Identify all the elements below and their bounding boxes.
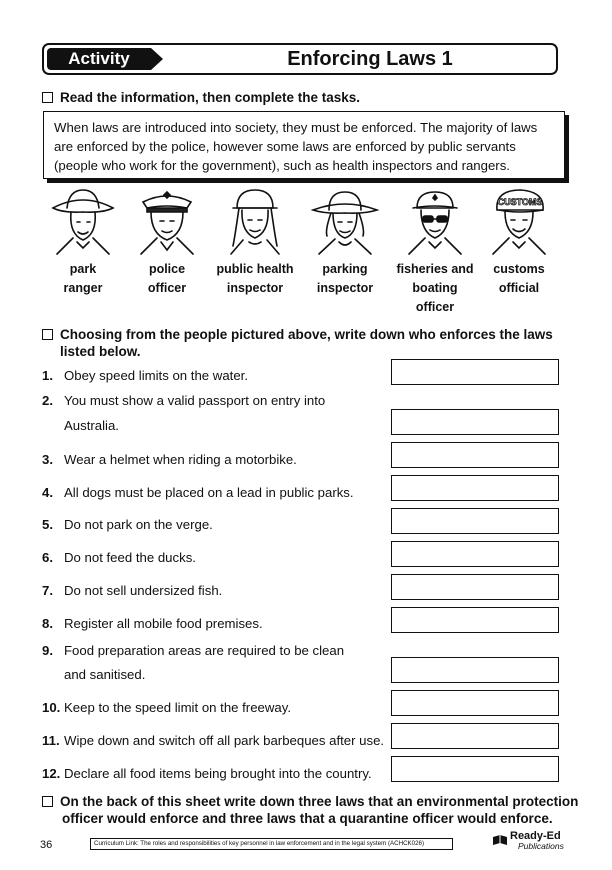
law-text: Wear a helmet when riding a motorbike.	[64, 452, 297, 467]
person-fisheries-officer	[392, 186, 478, 317]
law-text: Declare all food items being brought into the country.	[64, 766, 372, 781]
answer-box[interactable]	[391, 756, 559, 782]
task-checkbox[interactable]	[42, 92, 53, 103]
person-label: police officer	[147, 262, 187, 295]
answer-box[interactable]	[391, 690, 559, 716]
activity-header	[42, 43, 558, 75]
public-health-inspector-icon	[219, 186, 291, 256]
law-number: 1.	[42, 368, 53, 383]
law-number: 7.	[42, 583, 53, 598]
law-text: Register all mobile food premises.	[64, 616, 263, 631]
activity-tag: Activity	[47, 48, 151, 70]
law-item	[42, 765, 372, 783]
fisheries-officer-icon	[399, 186, 471, 256]
law-text: Obey speed limits on the water.	[64, 368, 248, 383]
law-number: 9.	[42, 643, 53, 658]
page-title: Enforcing Laws 1	[287, 48, 453, 70]
law-text: Do not park on the verge.	[64, 517, 213, 532]
publisher-logo	[492, 830, 564, 852]
instruction-read	[42, 89, 360, 106]
law-text: Do not feed the ducks.	[64, 550, 196, 565]
law-item	[42, 392, 325, 410]
law-text: All dogs must be placed on a lead in public parks.	[64, 485, 354, 500]
law-item	[42, 367, 248, 385]
law-number: 8.	[42, 616, 53, 631]
police-officer-icon	[131, 186, 203, 256]
law-item	[42, 451, 297, 469]
answer-box[interactable]	[391, 508, 559, 534]
answer-box[interactable]	[391, 657, 559, 683]
law-item	[42, 549, 196, 567]
parking-inspector-icon	[309, 186, 381, 256]
law-item	[42, 484, 354, 502]
law-number: 12.	[42, 766, 61, 781]
answer-box[interactable]	[391, 607, 559, 633]
person-label: parking inspector	[316, 262, 374, 295]
person-public-health-inspector	[212, 186, 298, 298]
answer-box[interactable]	[391, 475, 559, 501]
person-parking-inspector	[302, 186, 388, 298]
law-text: Keep to the speed limit on the freeway.	[64, 700, 292, 715]
instruction-choose-line1: Choosing from the people pictured above, write down who enforces the laws	[60, 327, 553, 342]
law-number: 6.	[42, 550, 53, 565]
law-number: 3.	[42, 452, 53, 467]
person-label: public health inspector	[216, 262, 294, 295]
book-icon	[492, 834, 508, 846]
task-checkbox[interactable]	[42, 796, 53, 807]
answer-box[interactable]	[391, 409, 559, 435]
instruction-back-line2: officer would enforce and three laws that a quarantine officer would enforce.	[62, 811, 553, 826]
law-item	[42, 699, 291, 717]
instruction-back	[42, 793, 578, 810]
person-police-officer	[124, 186, 210, 298]
law-text: Food preparation areas are required to be clean	[64, 643, 345, 658]
law-number: 10.	[42, 700, 61, 715]
law-text: Wipe down and switch off all park barbeques after use.	[64, 733, 385, 748]
person-label: fisheries and boating officer	[396, 262, 474, 314]
publisher-name: Ready-Ed	[510, 830, 561, 842]
answer-box[interactable]	[391, 442, 559, 468]
law-item	[42, 582, 222, 600]
law-text: You must show a valid passport on entry into	[64, 393, 326, 408]
person-park-ranger	[40, 186, 126, 298]
instruction-choose-line2: listed below.	[60, 344, 141, 359]
person-label: park ranger	[63, 262, 103, 295]
law-number: 4.	[42, 485, 53, 500]
law-number: 2.	[42, 393, 53, 408]
person-label: customs official	[493, 262, 545, 295]
park-ranger-icon	[47, 186, 119, 256]
task-checkbox[interactable]	[42, 329, 53, 340]
curriculum-link: Curriculum Link: The roles and responsibilities of key personnel in law enforcement and in the legal system (ACHCK026)	[90, 838, 453, 850]
law-item	[42, 732, 384, 750]
law-number: 5.	[42, 517, 53, 532]
info-box: When laws are introduced into society, they must be enforced. The majority of laws are enforced by the police, however some laws are enforced by public servants (people who work for the government), such as health inspectors and rangers.	[43, 111, 565, 179]
answer-box[interactable]	[391, 359, 559, 385]
law-text-continued: Australia.	[64, 418, 119, 433]
law-number: 11.	[42, 733, 60, 748]
publisher-sub: Publications	[518, 841, 564, 851]
answer-box[interactable]	[391, 574, 559, 600]
answer-box[interactable]	[391, 541, 559, 567]
law-item	[42, 615, 263, 633]
answer-box[interactable]	[391, 723, 559, 749]
people-gallery	[40, 186, 562, 314]
law-text: Do not sell undersized fish.	[64, 583, 223, 598]
page-number: 36	[40, 839, 53, 851]
person-customs-official	[476, 186, 562, 298]
law-text-continued: and sanitised.	[64, 667, 146, 682]
customs-official-icon	[483, 186, 555, 256]
instruction-read-text: Read the information, then complete the tasks.	[60, 90, 361, 105]
instruction-back-line1: On the back of this sheet write down three laws that an environmental protection	[60, 794, 579, 809]
customs-cap-text: CUSTOMS	[497, 197, 543, 207]
law-item	[42, 642, 344, 660]
law-item	[42, 516, 213, 534]
instruction-choose	[42, 326, 553, 343]
